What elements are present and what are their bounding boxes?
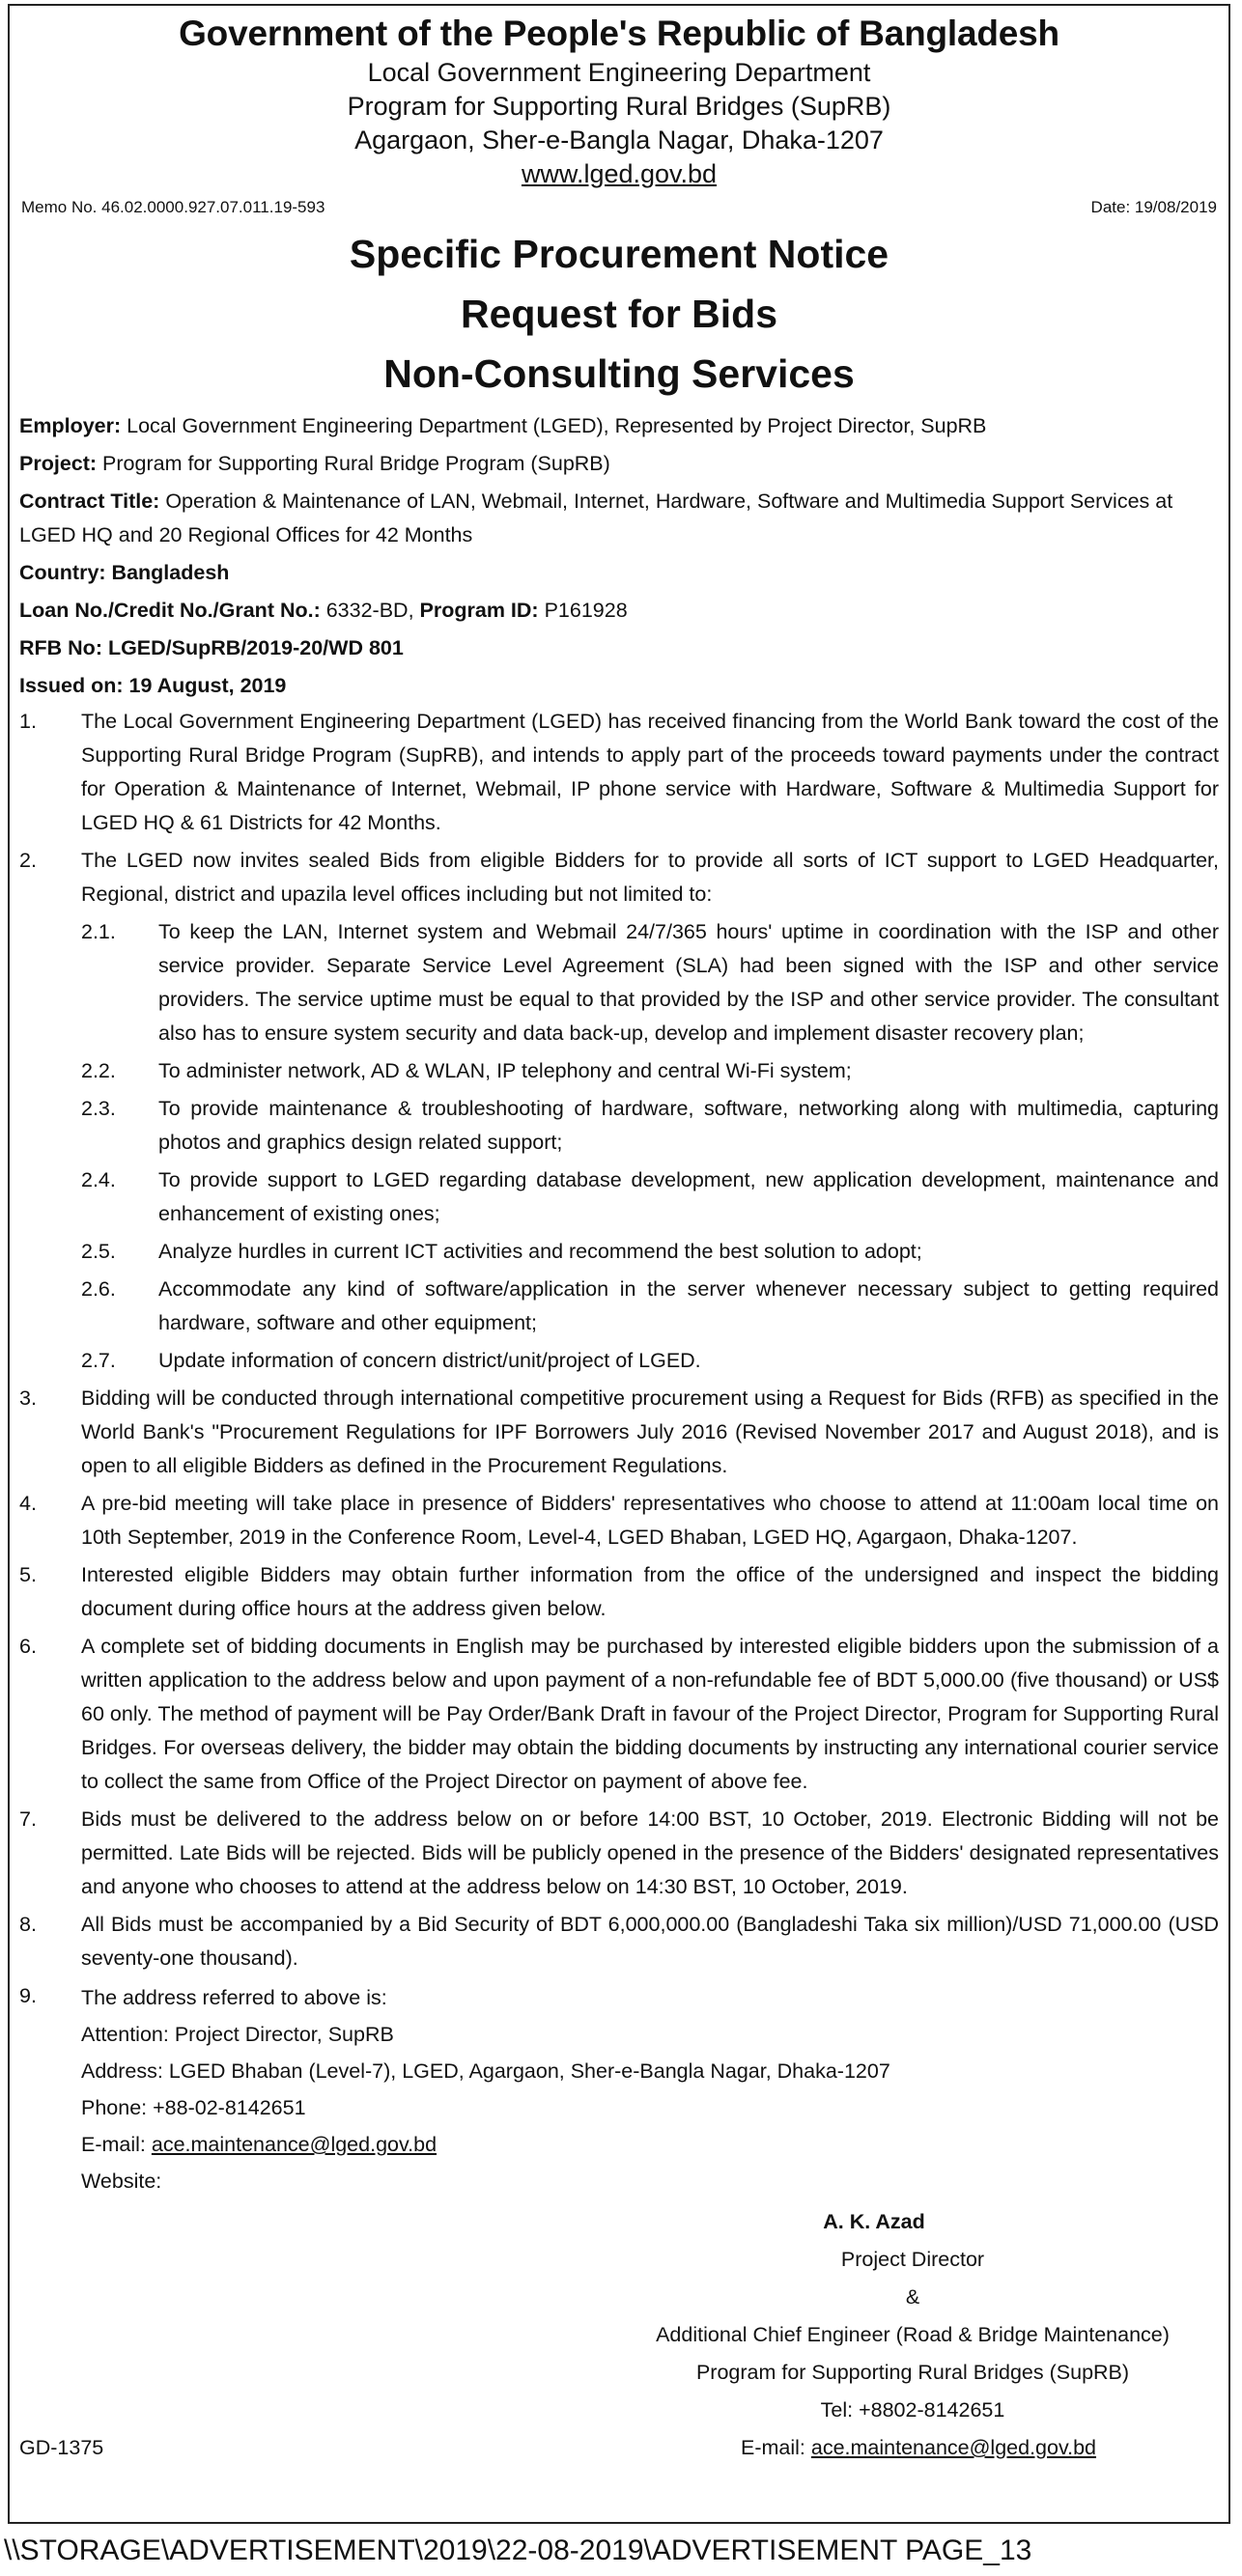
gd-row xyxy=(19,2429,1219,2467)
notice-titles xyxy=(19,224,1219,404)
paragraph-2: 2. The LGED now invites sealed Bids from eligible Bidders for to provide all sorts of ICT support to LGED Headquarter, Regional, district and upazila level offices including but not limited to: xyxy=(19,849,1219,906)
program-name: Program for Supporting Rural Bridges (SupRB) xyxy=(347,92,891,121)
file-path-footer: \\STORAGE\ADVERTISEMENT\2019\22-08-2019\ADVERTISEMENT PAGE_13 xyxy=(4,2534,1032,2566)
country-line: Country: Bangladesh xyxy=(19,561,230,584)
signatory-ampersand: & xyxy=(905,2285,920,2309)
department-name: Local Government Engineering Department xyxy=(367,58,871,87)
procurement-notice xyxy=(8,4,1230,2524)
paragraph-1: 1. The Local Government Engineering Department (LGED) has received financing from the World Bank toward the cost of the Supporting Rural Bridge Program (SupRB), and intends to apply part of the proceeds toward payments under the contract for Operation & Maintenance of Internet, Webmail, IP phone service with Hardware, Software & Multimedia Support for LGED HQ & 61 Districts for 42 Months. xyxy=(19,710,1219,834)
signatory-name: A. K. Azad xyxy=(823,2210,925,2233)
sub-item: 2.3. To provide maintenance & troubleshooting of hardware, software, networking along with multimedia, capturing photos and graphics design related support; xyxy=(81,1097,1219,1154)
website-line: Website: xyxy=(81,2170,162,2193)
website-link[interactable]: www.lged.gov.bd xyxy=(521,159,718,188)
signatory-title-2: Additional Chief Engineer (Road & Bridge Maintenance) xyxy=(656,2323,1170,2346)
project-line: Project: Program for Supporting Rural Bridge Program (SupRB) xyxy=(19,452,610,475)
address-line: Address: LGED Bhaban (Level-7), LGED, Agargaon, Sher-e-Bangla Nagar, Dhaka-1207 xyxy=(81,2059,890,2083)
office-address: Agargaon, Sher-e-Bangla Nagar, Dhaka-1207 xyxy=(354,126,884,154)
paragraph-3: 3. Bidding will be conducted through international competitive procurement using a Request for Bids (RFB) as specified in the World Bank's "Procurement Regulations for IPF Borrowers July 2016 (Revised November 2017 and August 2018), and is open to all eligible Bidders as defined in the Procurement Regulations. xyxy=(19,1386,1219,1477)
memo-date: Date: 19/08/2019 xyxy=(1090,198,1217,216)
notice-category: Non-Consulting Services xyxy=(383,351,855,396)
paragraph-7: 7. Bids must be delivered to the address below on or before 14:00 BST, 10 October, 2019. Electronic Bidding will not be permitted. Late Bids will be rejected. Bids will be publicly opened in the presence of the Bidders' designated representatives and anyone who chooses to attend at the address below on 14:30 BST, 10 October, 2019. xyxy=(19,1807,1219,1898)
signature-block xyxy=(623,2203,1202,2429)
paragraph-9: 9. The address referred to above is: Attention: Project Director, SupRB Address: LGED Bhaban (Level-7), LGED, Agargaon, Sher-e-Bangla Nagar, Dhaka-1207 Phone: +88-02-8142651 E-mail: ace.maintenance@lged.gov.bd Website: xyxy=(19,1979,1219,2199)
phone-line: Phone: +88-02-8142651 xyxy=(81,2096,306,2119)
contract-title-line: Contract Title: Operation & Maintenance of LAN, Webmail, Internet, Hardware, Software and Multimedia Support Services at LGED HQ and 20 Regional Offices for 42 Months xyxy=(19,490,1173,546)
loan-line: Loan No./Credit No./Grant No.: 6332-BD, Program ID: P161928 xyxy=(19,599,628,622)
paragraph-4: 4. A pre-bid meeting will take place in presence of Bidders' representatives who choose to attend at 11:00am local time on 10th September, 2019 in the Conference Room, Level-4, LGED Bhaban, LGED HQ, Agargaon, Dhaka-1207. xyxy=(19,1492,1219,1549)
government-title: Government of the People's Republic of Bangladesh xyxy=(179,14,1059,53)
signatory-title: Project Director xyxy=(840,2248,985,2271)
sub-items xyxy=(19,915,1219,1378)
paragraph-8: 8. All Bids must be accompanied by a Bid Security of BDT 6,000,000.00 (Bangladeshi Taka six million)/USD 71,000.00 (USD seventy-one thousand). xyxy=(19,1913,1219,1970)
employer-line: Employer: Local Government Engineering Department (LGED), Represented by Project Director, SupRB xyxy=(19,414,987,437)
gd-code: GD-1375 xyxy=(19,2436,104,2459)
signatory-program: Program for Supporting Rural Bridges (SupRB) xyxy=(695,2361,1130,2384)
signatory-email-link[interactable]: ace.maintenance@lged.gov.bd xyxy=(810,2436,1097,2459)
sub-item: 2.7. Update information of concern district/unit/project of LGED. xyxy=(81,1349,701,1372)
letterhead xyxy=(19,12,1219,191)
signatory-email: E-mail: ace.maintenance@lged.gov.bd xyxy=(740,2436,1097,2459)
paragraph-5: 5. Interested eligible Bidders may obtain further information from the office of the undersigned and inspect the bidding document during office hours at the address given below. xyxy=(19,1563,1219,1620)
paragraph-6: 6. A complete set of bidding documents in English may be purchased by interested eligible bidders upon the submission of a written application to the address below and upon payment of a non-refundable fee of BDT 5,000.00 (five thousand) or US$ 60 only. The method of payment will be Pay Order/Bank Draft in favour of the Project Director, Program for Supporting Rural Bridges. For overseas delivery, the bidder may obtain the bidding documents by instructing any international courier service to collect the same from Office of the Project Director on payment of above fee. xyxy=(19,1635,1219,1793)
sub-item: 2.1. To keep the LAN, Internet system and Webmail 24/7/365 hours' uptime in coordination with the ISP and other service provider. Separate Service Level Agreement (SLA) had been signed with the ISP and other service providers. The service uptime must be equal to that provided by the ISP and other service provider. The consultant also has to ensure system security and data back-up, develop and implement disaster recovery plan; xyxy=(81,920,1219,1045)
notice-subtitle: Request for Bids xyxy=(460,292,778,336)
address-intro: The address referred to above is: xyxy=(81,1986,387,2009)
issued-line: Issued on: 19 August, 2019 xyxy=(19,674,287,697)
rfb-line: RFB No: LGED/SupRB/2019-20/WD 801 xyxy=(19,636,404,659)
sub-item: 2.2. To administer network, AD & WLAN, IP telephony and central Wi-Fi system; xyxy=(81,1059,852,1082)
sub-item: 2.4. To provide support to LGED regarding database development, new application development, maintenance and enhancement of existing ones; xyxy=(81,1168,1219,1225)
email-line: E-mail: ace.maintenance@lged.gov.bd xyxy=(81,2133,438,2156)
memo-number: Memo No. 46.02.0000.927.07.011.19-593 xyxy=(21,198,325,216)
memo-row xyxy=(19,195,1219,220)
signatory-tel: Tel: +8802-8142651 xyxy=(820,2398,1005,2422)
notice-title: Specific Procurement Notice xyxy=(349,232,889,276)
email-link[interactable]: ace.maintenance@lged.gov.bd xyxy=(151,2133,438,2156)
sub-item: 2.5. Analyze hurdles in current ICT activities and recommend the best solution to adopt; xyxy=(81,1240,922,1263)
notice-info xyxy=(19,407,1219,705)
sub-item: 2.6. Accommodate any kind of software/application in the server whenever necessary subject to getting required hardware, software and other equipment; xyxy=(81,1277,1219,1334)
attention-line: Attention: Project Director, SupRB xyxy=(81,2023,394,2046)
